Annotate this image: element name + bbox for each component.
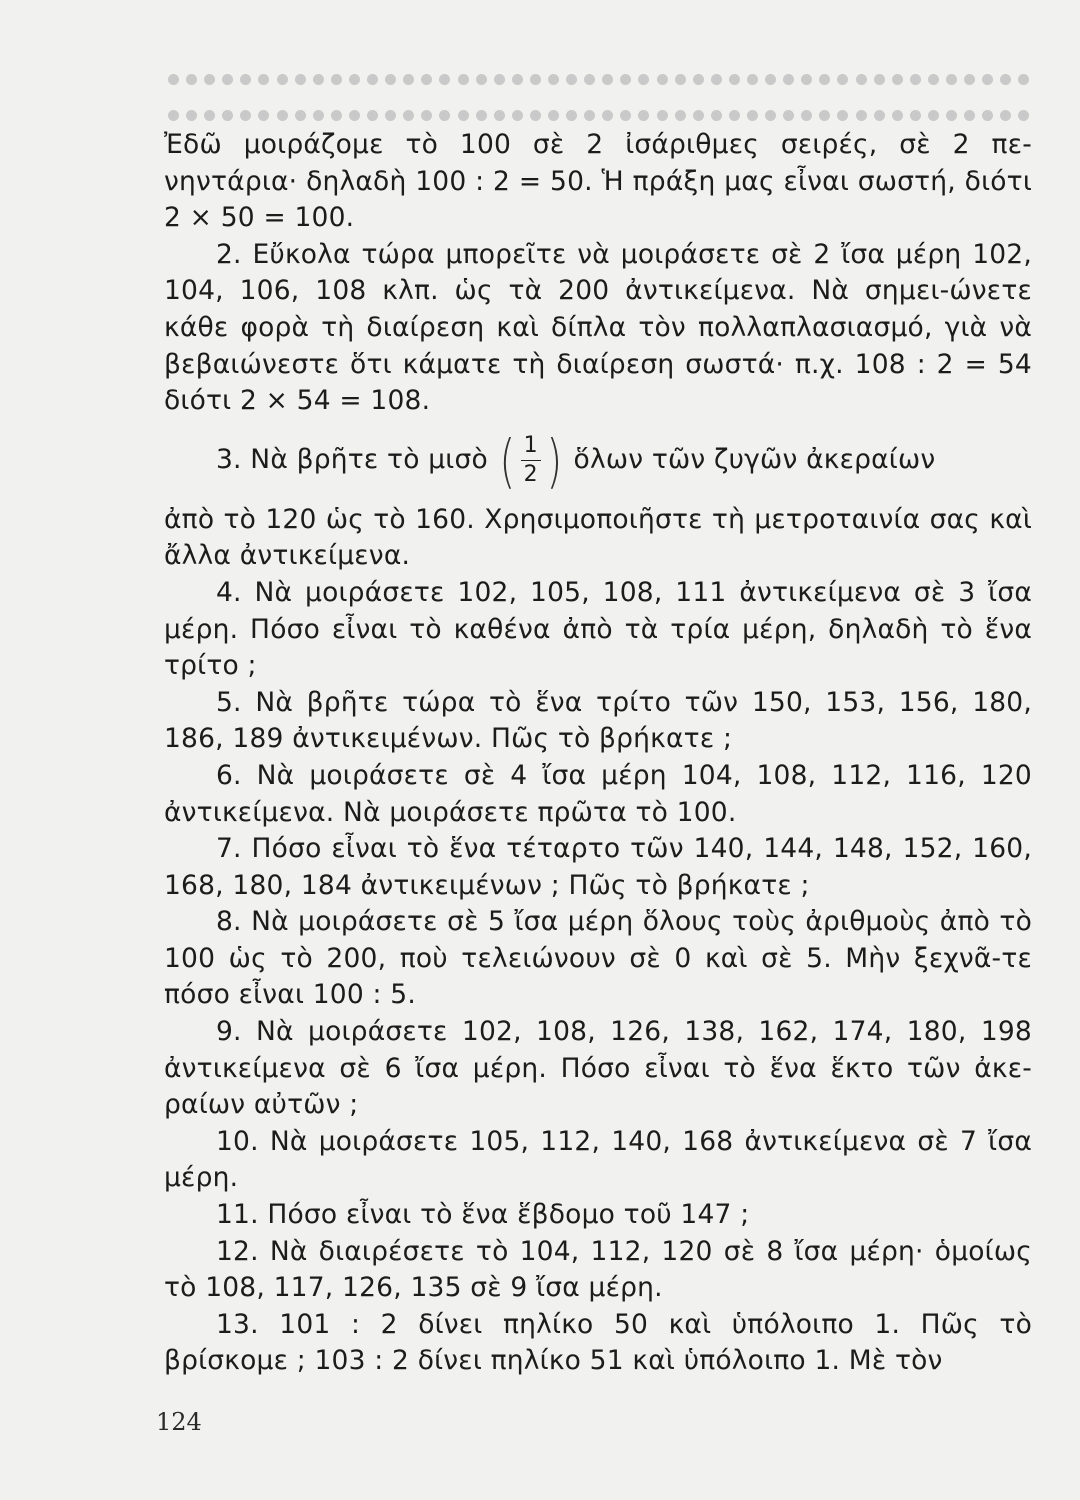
border-dot [476, 74, 487, 85]
border-dot [258, 110, 269, 121]
border-dot [439, 110, 450, 121]
border-dot [367, 110, 378, 121]
decorative-dot-border-top [168, 72, 1030, 86]
border-dot [349, 110, 360, 121]
border-dot [530, 110, 541, 121]
border-dot [494, 74, 505, 85]
border-dot [403, 74, 414, 85]
border-dot [783, 110, 794, 121]
border-dot [512, 110, 523, 121]
border-dot [1000, 74, 1011, 85]
border-dot [892, 110, 903, 121]
border-dot [620, 74, 631, 85]
border-dot [566, 110, 577, 121]
border-dot [204, 74, 215, 85]
border-dot [747, 110, 758, 121]
border-dot [910, 110, 921, 121]
exercise-11: 11. Πόσο εἶναι τὸ ἕνα ἕβδομο τοῦ 147 ; [216, 1199, 750, 1231]
border-dot [439, 74, 450, 85]
border-dot [548, 110, 559, 121]
border-dot [638, 110, 649, 121]
border-dot [711, 74, 722, 85]
border-dot [837, 74, 848, 85]
border-dot [638, 74, 649, 85]
border-dot [168, 74, 179, 85]
border-dot [602, 74, 613, 85]
border-dot [765, 110, 776, 121]
border-dot [801, 110, 812, 121]
border-dot [295, 110, 306, 121]
border-dot [946, 110, 957, 121]
exercise-2: 2. Εὔκολα τώρα μπορεῖτε νὰ μοιράσετε σὲ 2 ἴσα μέρη 102, 104, 106, 108 κλπ. ὡς τὰ 200 ἀντικείμενα. Νὰ σημει-ώνετε κάθε φορὰ τὴ διαίρεση καὶ δίπλα τὸν πολλαπλασιασμό, γιὰ νὰ βεβαιώνεστε ὅτι κάματε τὴ διαίρεση σωστά· π.χ. 108 : 2 = 54 διότι 2 × 54 = 108. [164, 238, 1032, 417]
border-dot [313, 110, 324, 121]
border-dot [928, 110, 939, 121]
border-dot [421, 110, 432, 121]
exercise-13: 13. 101 : 2 δίνει πηλίκο 50 καὶ ὑπόλοιπο 1. Πῶς τὸ βρίσκομε ; 103 : 2 δίνει πηλίκο 51 καὶ ὑπόλοιπο 1. Μὲ τὸν [164, 1308, 1032, 1377]
border-dot [910, 74, 921, 85]
border-dot [946, 74, 957, 85]
border-dot [747, 74, 758, 85]
border-dot [819, 110, 830, 121]
border-dot [548, 74, 559, 85]
border-dot [1018, 74, 1029, 85]
border-dot [204, 110, 215, 121]
border-dot [258, 74, 269, 85]
border-dot [168, 110, 179, 121]
border-dot [186, 74, 197, 85]
border-dot [765, 74, 776, 85]
border-dot [928, 74, 939, 85]
exercise-7: 7. Πόσο εἶναι τὸ ἕνα τέταρτο τῶν 140, 144, 148, 152, 160, 168, 180, 184 ἀντικειμένων ; Πῶς τὸ βρήκατε ; [164, 833, 1032, 901]
exercise-8: 8. Νὰ μοιράσετε σὲ 5 ἴσα μέρη ὅλους τοὺς ἀριθμοὺς ἀπὸ τὸ 100 ὡς τὸ 200, ποὺ τελειώνουν σὲ 0 καὶ σὲ 5. Μὴν ξεχνᾶ-τε πόσο εἶναι 100 : 5. [164, 906, 1032, 1011]
border-dot [675, 110, 686, 121]
border-dot [421, 74, 432, 85]
border-dot [1018, 110, 1029, 121]
exercise-3-first-line [164, 420, 1032, 502]
border-dot [186, 110, 197, 121]
exercise-6: 6. Νὰ μοιράσετε σὲ 4 ἴσα μέρη 104, 108, 112, 116, 120 ἀντικείμενα. Νὰ μοιράσετε πρῶτα τὸ 100. [164, 759, 1032, 828]
border-dot [313, 74, 324, 85]
border-dot [222, 110, 233, 121]
border-dot [729, 110, 740, 121]
border-dot [693, 110, 704, 121]
border-dot [657, 74, 668, 85]
border-dot [602, 110, 613, 121]
border-dot [349, 74, 360, 85]
exercise-5: 5. Νὰ βρῆτε τώρα τὸ ἕνα τρίτο τῶν 150, 153, 156, 180, 186, 189 ἀντικειμένων. Πῶς τὸ βρήκατε ; [164, 686, 1032, 755]
border-dot [385, 74, 396, 85]
border-dot [729, 74, 740, 85]
border-dot [367, 74, 378, 85]
exercise-3-tail: ὅλων τῶν ζυγῶν ἀκεραίων [573, 444, 936, 476]
border-dot [982, 74, 993, 85]
border-dot [476, 110, 487, 121]
border-dot [892, 74, 903, 85]
border-dot [693, 74, 704, 85]
page-body [164, 127, 1032, 1380]
exercise-12: 12. Νὰ διαιρέσετε τὸ 104, 112, 120 σὲ 8 ἴσα μέρη· ὁμοίως τὸ 108, 117, 126, 135 σὲ 9 ἴσα μέρη. [164, 1235, 1032, 1304]
border-dot [331, 110, 342, 121]
border-dot [566, 74, 577, 85]
fraction-bar [521, 460, 541, 461]
border-dot [856, 110, 867, 121]
fraction-denominator: 2 [523, 462, 538, 488]
border-dot [982, 110, 993, 121]
border-dot [584, 110, 595, 121]
border-dot [277, 110, 288, 121]
border-dot [675, 74, 686, 85]
border-dot [295, 74, 306, 85]
exercise-4: 4. Νὰ μοιράσετε 102, 105, 108, 111 ἀντικείμενα σὲ 3 ἴσα μέρη. Πόσο εἶναι τὸ καθένα ἀπὸ τὰ τρία μέρη, δηλαδὴ τὸ ἕνα τρίτο ; [164, 576, 1032, 682]
exercise-3-lead: 3. Νὰ βρῆτε τὸ μισὸ [216, 444, 488, 476]
border-dot [874, 74, 885, 85]
border-dot [657, 110, 668, 121]
border-dot [856, 74, 867, 85]
border-dot [458, 74, 469, 85]
border-dot [964, 110, 975, 121]
border-dot [819, 74, 830, 85]
border-dot [512, 74, 523, 85]
border-dot [530, 74, 541, 85]
exercise-10: 10. Νὰ μοιράσετε 105, 112, 140, 168 ἀντικείμενα σὲ 7 ἴσα μέρη. [164, 1125, 1032, 1194]
fraction-one-half [496, 426, 566, 495]
border-dot [331, 74, 342, 85]
border-dot [385, 110, 396, 121]
border-dot [494, 110, 505, 121]
border-dot [240, 74, 251, 85]
border-dot [801, 74, 812, 85]
fraction-paren-close: ) [546, 426, 563, 495]
fraction-numerator: 1 [523, 433, 538, 459]
border-dot [711, 110, 722, 121]
border-dot [458, 110, 469, 121]
fraction-paren-open: ( [499, 426, 516, 495]
border-dot [1000, 110, 1011, 121]
border-dot [222, 74, 233, 85]
border-dot [874, 110, 885, 121]
border-dot [620, 110, 631, 121]
border-dot [837, 110, 848, 121]
border-dot [584, 74, 595, 85]
exercise-9: 9. Νὰ μοιράσετε 102, 108, 126, 138, 162, 174, 180, 198 ἀντικείμενα σὲ 6 ἴσα μέρη. Πόσο εἶναι τὸ ἕνα ἕκτο τῶν ἀκε-ραίων αὐτῶν ; [164, 1016, 1032, 1121]
page-number: 124 [156, 1408, 202, 1436]
decorative-dot-border-bottom [168, 108, 1030, 122]
exercise-3-continuation: ἀπὸ τὸ 120 ὡς τὸ 160. Χρησιμοποιῆστε τὴ μετροταινία σας καὶ ἄλλα ἀντικείμενα. [164, 503, 1032, 572]
border-dot [403, 110, 414, 121]
paragraph-intro: Ἐδῶ μοιράζομε τὸ 100 σὲ 2 ἰσάριθμες σειρές, σὲ 2 πε-νηντάρια· δηλαδὴ 100 : 2 = 50. Ἡ πράξη μας εἶναι σωστή, διότι 2 × 50 = 100. [164, 129, 1032, 234]
border-dot [783, 74, 794, 85]
border-dot [964, 74, 975, 85]
border-dot [277, 74, 288, 85]
border-dot [240, 110, 251, 121]
